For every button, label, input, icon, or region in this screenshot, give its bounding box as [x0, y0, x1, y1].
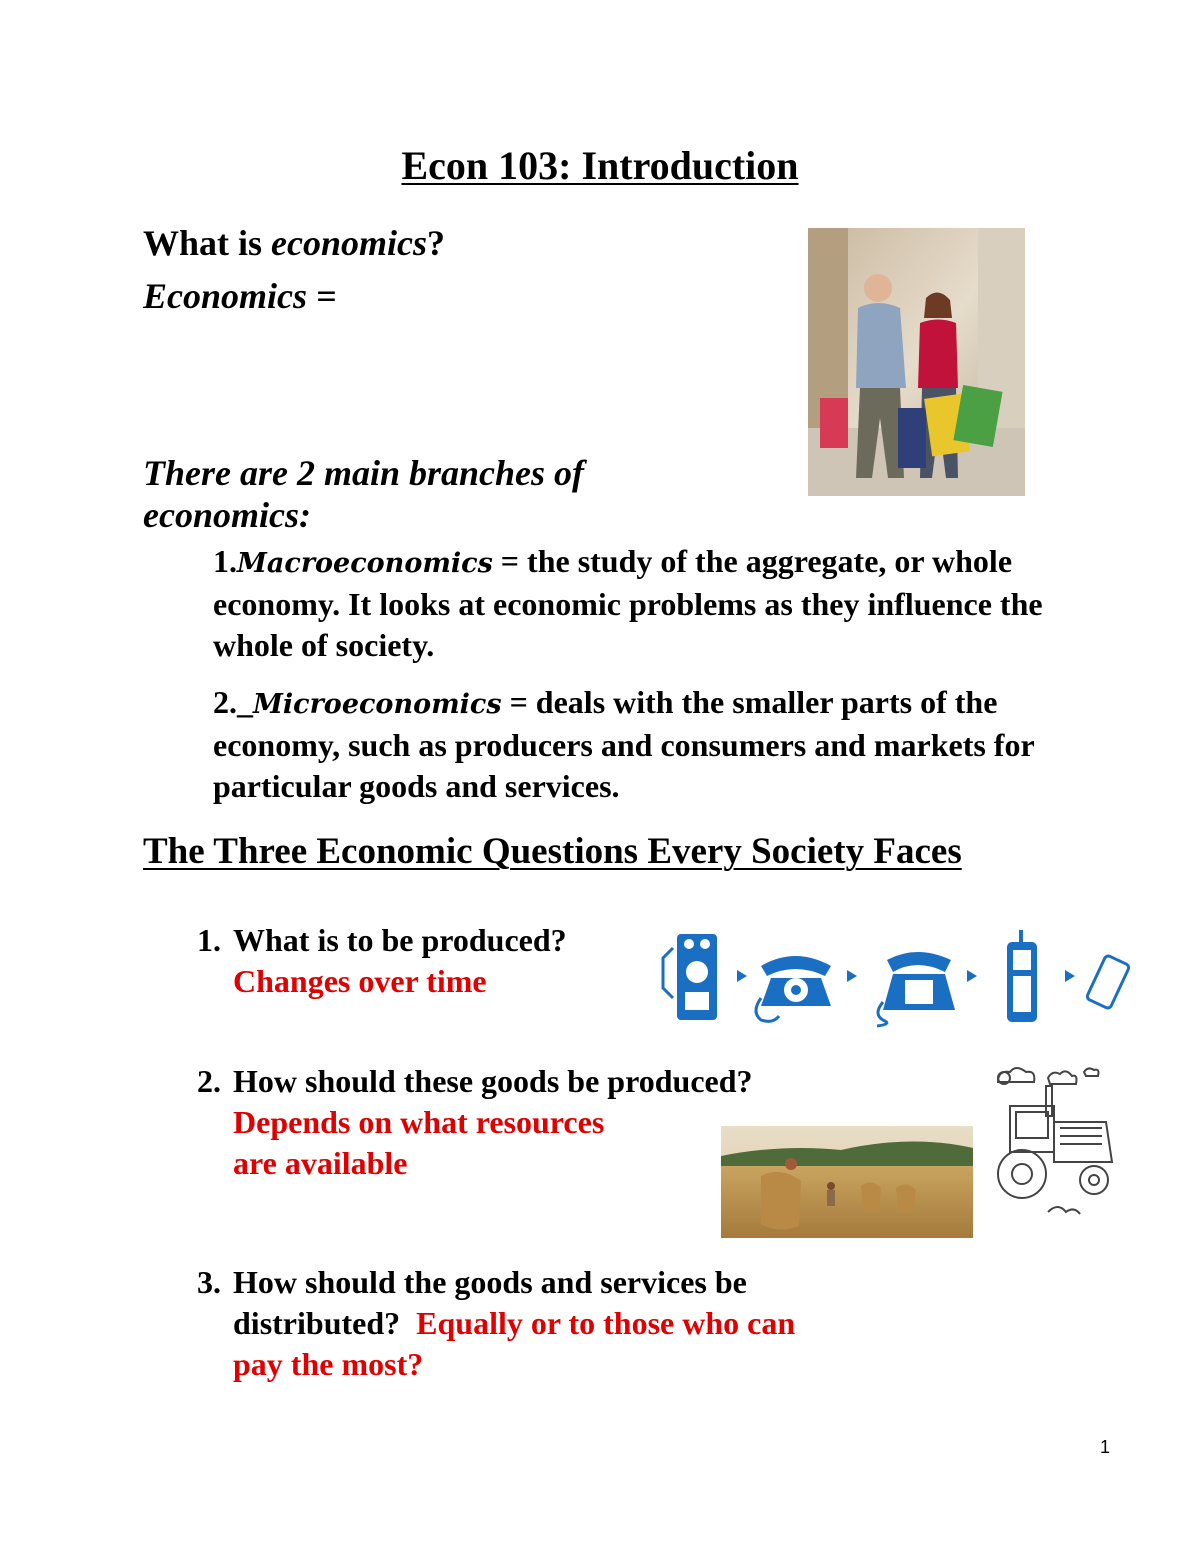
- wall-phone-icon: [663, 934, 717, 1020]
- desk-phone-icon: [877, 952, 955, 1026]
- question-2: 2. How should these goods be produced? Depends on what resources are available: [197, 1063, 753, 1181]
- page-number: 1: [1100, 1437, 1111, 1457]
- branches-intro: There are 2 main branches of economics:: [143, 453, 584, 535]
- shopping-couple-photo: [808, 228, 1025, 496]
- intro-question: What is economics?: [143, 223, 446, 263]
- page-title: Econ 103: Introduction: [401, 143, 799, 188]
- definition-microeconomics: 2._Microeconomics = deals with the smaller parts of the economy, such as producers and consumers and markets for particular goods and services.: [213, 684, 1035, 804]
- phone-evolution-graphic: [655, 928, 1135, 1028]
- tractor-drawing: [988, 1062, 1123, 1224]
- definition-macroeconomics: 1.Macroeconomics = the study of the aggregate, or whole economy. It looks at economic problems as they influence the whole of society.: [213, 543, 1043, 663]
- harvest-photo: [721, 1126, 973, 1238]
- section-title: The Three Economic Questions Every Society Faces: [143, 831, 962, 872]
- economics-definition-label: Economics =: [143, 276, 337, 316]
- question-1: 1. What is to be produced? Changes over time: [197, 922, 567, 999]
- smartphone-icon: [1086, 955, 1130, 1009]
- question-3: 3. How should the goods and services be distributed? Equally or to those who can pay the most?: [197, 1264, 796, 1382]
- cordless-phone-icon: [1007, 930, 1037, 1022]
- rotary-phone-icon: [756, 956, 831, 1021]
